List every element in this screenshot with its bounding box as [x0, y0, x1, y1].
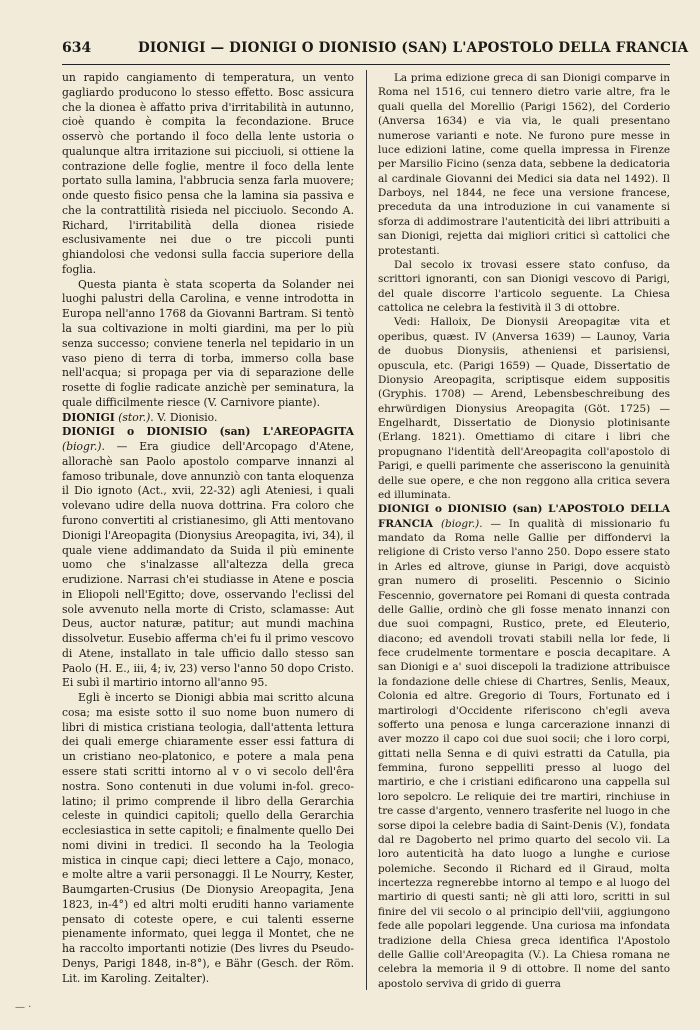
entry-headword: DIONIGI o DIONISIO (san) L'AREOPAGITA [62, 425, 354, 439]
header-rule [62, 64, 670, 65]
right-column [378, 71, 670, 991]
paragraph: un rapido cangiamento di temperatura, un vento gagliardo producono lo stesso effetto. Bosc assicura che la dionea è affatto priva d'irritabilità in autunno, cioè quando è compita la fecondazione. Bruce osservò che portando il foco della lente ustoria o qualunque altra irritazione sui picciuoli, si ottiene la contrazione delle foglie, mentre il foco della lente portato sulla lamina, l'abbrucia senza farla muovere; onde questo fisico pensa che la lamina sia passiva e che la contrattilità risieda nel picciuolo. Secondo A. Richard, l'irritabilità della dionea risiede esclusivamente nei due o tre piccoli punti ghiandolosi che vedonsi sulla faccia superiore della foglia. [62, 71, 354, 276]
entry-text: . V. Dionisio. [150, 410, 218, 424]
paragraph: Egli è incerto se Dionigi abbia mai scritto alcuna cosa; ma esiste sotto il suo nome buon numero di libri di mistica cristiana teologia, dall'attenta lettura dei quali emerge chiaramente esser essi fattura di un cristiano neo-platonico, e potere a mala pena essere stati scritti intorno al v o vi secolo dell'êra nostra. Sono contenuti in due volumi in-fol. greco-latino; il primo comprende il libro della Gerarchia celeste in quindici capitoli; quello della Gerarchia ecclesiastica in sette capitoli; e finalmente quello Dei nomi divini in tredici. Il secondo ha la Teologia mistica in cinque capi; dieci lettere a Cajo, monaco, e molte altre a varii personaggi. Il Le Nourry, Kester, Baumgarten-Crusius (De Dionysio Areopagita, Jena 1823, in-4°) ed altri molti eruditi hanno variamente pensato di coteste opere, e cui talenti esserne pienamente informato, quei legga il Montet, che ne ha raccolto importanti notizie (Des livres du Pseudo-Denys, Parigi 1848, in-8°), e Bähr (Gesch. der Röm. Lit. im Karoling. Zeitalter). [62, 691, 354, 985]
left-column [62, 71, 354, 986]
paragraph: Questa pianta è stata scoperta da Solander nei luoghi palustri della Carolina, e venne introdotta in Europa nell'anno 1768 da Giovanni Bartram. Si tentò la sua coltivazione in molti giardini, ma per lo più senza successo; conviene tenerla nel tepidario in un vaso pieno di terra di torba, immerso colla base nell'acqua; si propaga per via di separazione delle rosette di foglie radicate anzichè per seminatura, la quale difficilmente riesce (V. Carnivore piante). [62, 277, 354, 409]
entry-text: . — Era giudice dell'Arcopago d'Atene, allorachè san Paolo apostolo comparve innanzi al famoso tribunale, dove annunziò con tanta eloquenza il Dio ignoto (Act., xvii, 22-32) agli Ateniesi, i quali volevano udire della nuova dottrina. Fra coloro che furono convertiti al cristianesimo, gli Atti mentovano Dionigi l'Areopagita (Dionysius Areopagita, ivi, 34), il quale viene addimandato da Suida il più eminente uomo che s'inalzasse all'altezza della greca erudizione. Narrasi ch'ei studiasse in Atene e poscia in Eliopoli nell'Egitto; dove, osservando l'eclissi del sole avvenuto nella morte di Cristo, sclamasse: Aut Deus, auctor naturæ, patitur; aut mundi machina dissolvetur. Eusebio afferma ch'ei fu il primo vescovo di Atene, installato in tale ufficio dallo stesso san Paolo (H. E., iii, 4; iv, 23) verso l'anno 50 dopo Cristo. Ei subì il martirio intorno all'anno 95. [62, 440, 354, 690]
entry-dionigi-apostolo [378, 502, 670, 991]
paragraph: La prima edizione greca di san Dionigi comparve in Roma nel 1516, cui tennero dietro varie altre, fra le quali quella del Morellio (Parigi 1562), del Corderio (Anversa 1634) e via via, le quali presentano numerose varianti e note. Ne furono pure messe in luce edizioni latine, come quella impressa in Firenze per Marsilio Ficino (senza data, sebbene la dedicatoria al cardinale Giovanni dei Medici sia data nel 1492). Il Darboys, nel 1844, ne fece una versione francese, preceduta da una introduzione in cui vanamente si sforza di addimostrare l'autenticità dei libri attribuiti a san Dionigi, rejetta dai migliori critici sì cattolici che protestanti. [378, 72, 670, 257]
page-number: 634 [62, 40, 92, 56]
entry-dionigi-areopagita [62, 425, 354, 691]
page-header [62, 38, 689, 60]
entry-text: . — In qualità di missionario fu mandato da Roma nelle Gallie per diffondervi la religione di Cristo verso l'anno 250. Dopo essere stato in Arles ed altrove, giunse in Parigi, dove acquistò gran numero di proseliti. Pescennio o Sicinio Fescennio, governatore pei Romani di questa contrada delle Gallie, ordinò che gli fosse menato innanzi con due suoi compagni, Rustico, prete, ed Eleuterio, diacono; ed avendoli trovati stabili nella lor fede, li fece crudelmente tormentare e poscia decapitare. A san Dionigi e a' suoi discepoli la tradizione attribuisce la fondazione delle chiese di Chartres, Senlis, Meaux, Colonia ed altre. Gregorio di Tours, Fortunato ed i martirologi d'Occidente riferiscono ch'egli aveva sofferto una penosa e lunga carcerazione innanzi di aver mozzo il capo coi due suoi socii; che i loro corpi, gittati nella Senna e di quivi estratti da Catulla, pia femmina, furono seppelliti presso al luogo del martirio, e che i cristiani edificarono una cappella sul loro sepolcro. Le reliquie dei tre martiri, rinchiuse in tre casse d'argento, vennero trasferite nel luogo in che sorse dipoi la celebre badia di Saint-Denis (V.), fondata dal re Dagoberto nel primo quarto del secolo vii. La loro autenticità ha dato luogo a lunghe e curiose polemiche. Secondo il Richard ed il Giraud, molta incertezza regnerebbe intorno al tempo e al luogo del martirio di questi santi; nè gli atti loro, scritti in sul finire del vii secolo o al principio dell'viii, aggiungono fede alle popolari leggende. Una curiosa ma infondata tradizione della Chiesa greca identifica l'Apostolo delle Gallie coll'Areopagita (V.). La Chiesa romana ne celebra la memoria il 9 di ottobre. Il nome del santo apostolo serviva di grido di guerra [378, 517, 670, 990]
entry-dionigi-stor [62, 411, 354, 426]
paragraph: Dal secolo ix trovasi essere stato confuso, da scrittori ignoranti, con san Dionigi vescovo di Parigi, del quale discorre l'articolo seguente. La Chiesa cattolica ne celebra la festività il 3 di ottobre. [378, 258, 670, 314]
running-title: DIONIGI — DIONIGI O DIONISIO (SAN) L'APOSTOLO DELLA FRANCIA [138, 40, 689, 56]
entry-qualifier: (biogr.) [440, 517, 480, 530]
column-divider [366, 70, 367, 990]
entry-headword: DIONIGI [62, 410, 115, 424]
entry-qualifier: (biogr.) [62, 440, 102, 454]
margin-mark: — · [15, 1002, 32, 1013]
bibliography-paragraph: Vedi: Halloix, De Dionysii Areopagitæ vita et operibus, quæst. IV (Anversa 1639) — Launoy, Varia de duobus Dionysiis, atheniensi et parisiensi, opuscula, etc. (Parigi 1659) — Quade, Dissertatio de Dionysio Areopagita, scriptisque eidem suppositis (Gryphis. 1708) — Arend, Lebensbeschreibung des ehrwürdigen Dionysius Areopagita (Göt. 1725) — Engelhardt, Dissertatio de Dionysio plotinisante (Erlang. 1821). Omettiamo di citare i libri che propugnano l'identità dell'Areopagita coll'apostolo di Parigi, e quelli parimente che asseriscono la genuinità delle sue opere, e che non reggono alla critica severa ed illuminata. [378, 316, 670, 501]
entry-qualifier: (stor.) [118, 410, 151, 424]
entry-headword: DIONIGI o DIONISIO (san) L'APOSTOLO DELLA FRANCIA [378, 503, 670, 530]
